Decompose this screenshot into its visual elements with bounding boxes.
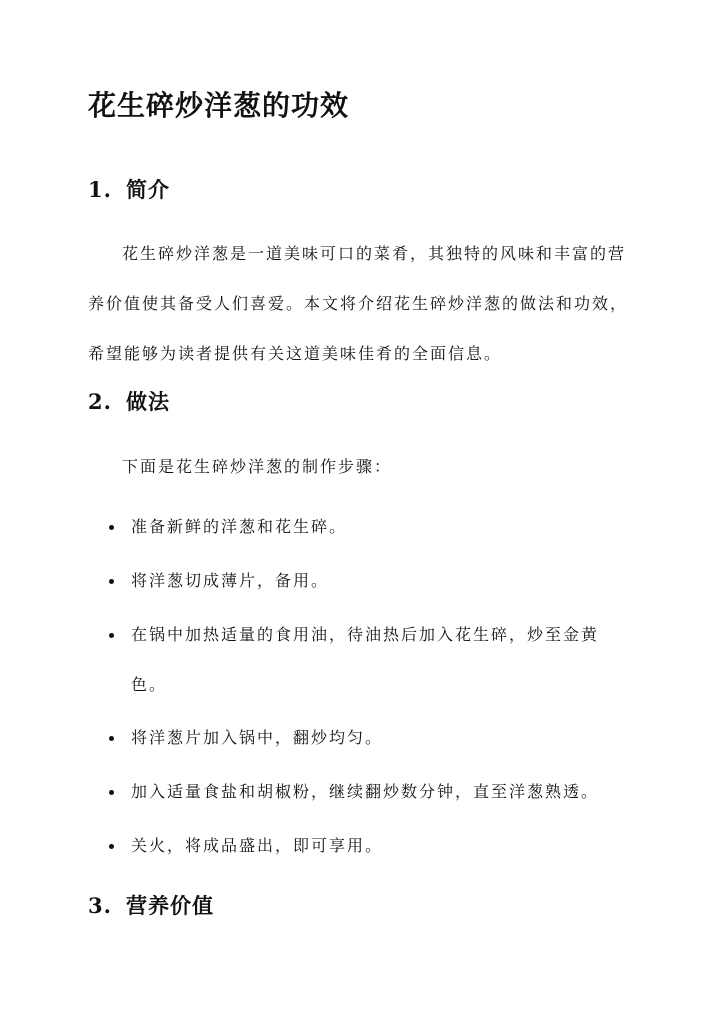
step-text: 在锅中加热适量的食用油，待油热后加入花生碎，炒至金黄色。 (131, 625, 600, 694)
intro-paragraph: 花生碎炒洋葱是一道美味可口的菜肴，其独特的风味和丰富的营养价值使其备受人们喜爱。本文将介绍花生碎炒洋葱的做法和功效，希望能够为读者提供有关这道美味佳肴的全面信息。 (88, 244, 629, 363)
section-number: 1. (88, 177, 112, 202)
step-text: 关火，将成品盛出，即可享用。 (131, 836, 384, 855)
section-heading-intro (88, 174, 170, 206)
section-heading-method (88, 386, 170, 418)
bullet-icon (109, 736, 114, 741)
bullet-icon (109, 525, 114, 530)
section-number: 3. (88, 893, 112, 918)
section-number: 2. (88, 389, 112, 414)
step-text: 将洋葱片加入锅中，翻炒均匀。 (131, 728, 384, 747)
method-lead: 下面是花生碎炒洋葱的制作步骤： (122, 457, 393, 476)
step-text: 加入适量食盐和胡椒粉，继续翻炒数分钟，直至洋葱熟透。 (131, 782, 600, 801)
section-title: 营养价值 (126, 893, 214, 918)
bullet-icon (109, 633, 114, 638)
document-title: 花生碎炒洋葱的功效 (88, 89, 350, 122)
section-title: 简介 (126, 177, 170, 202)
bullet-icon (109, 790, 114, 795)
bullet-icon (109, 579, 114, 584)
step-text: 准备新鲜的洋葱和花生碎。 (131, 517, 348, 536)
bullet-icon (109, 844, 114, 849)
section-heading-nutrition (88, 890, 214, 922)
step-text: 将洋葱切成薄片，备用。 (131, 571, 330, 590)
section-title: 做法 (126, 389, 170, 414)
